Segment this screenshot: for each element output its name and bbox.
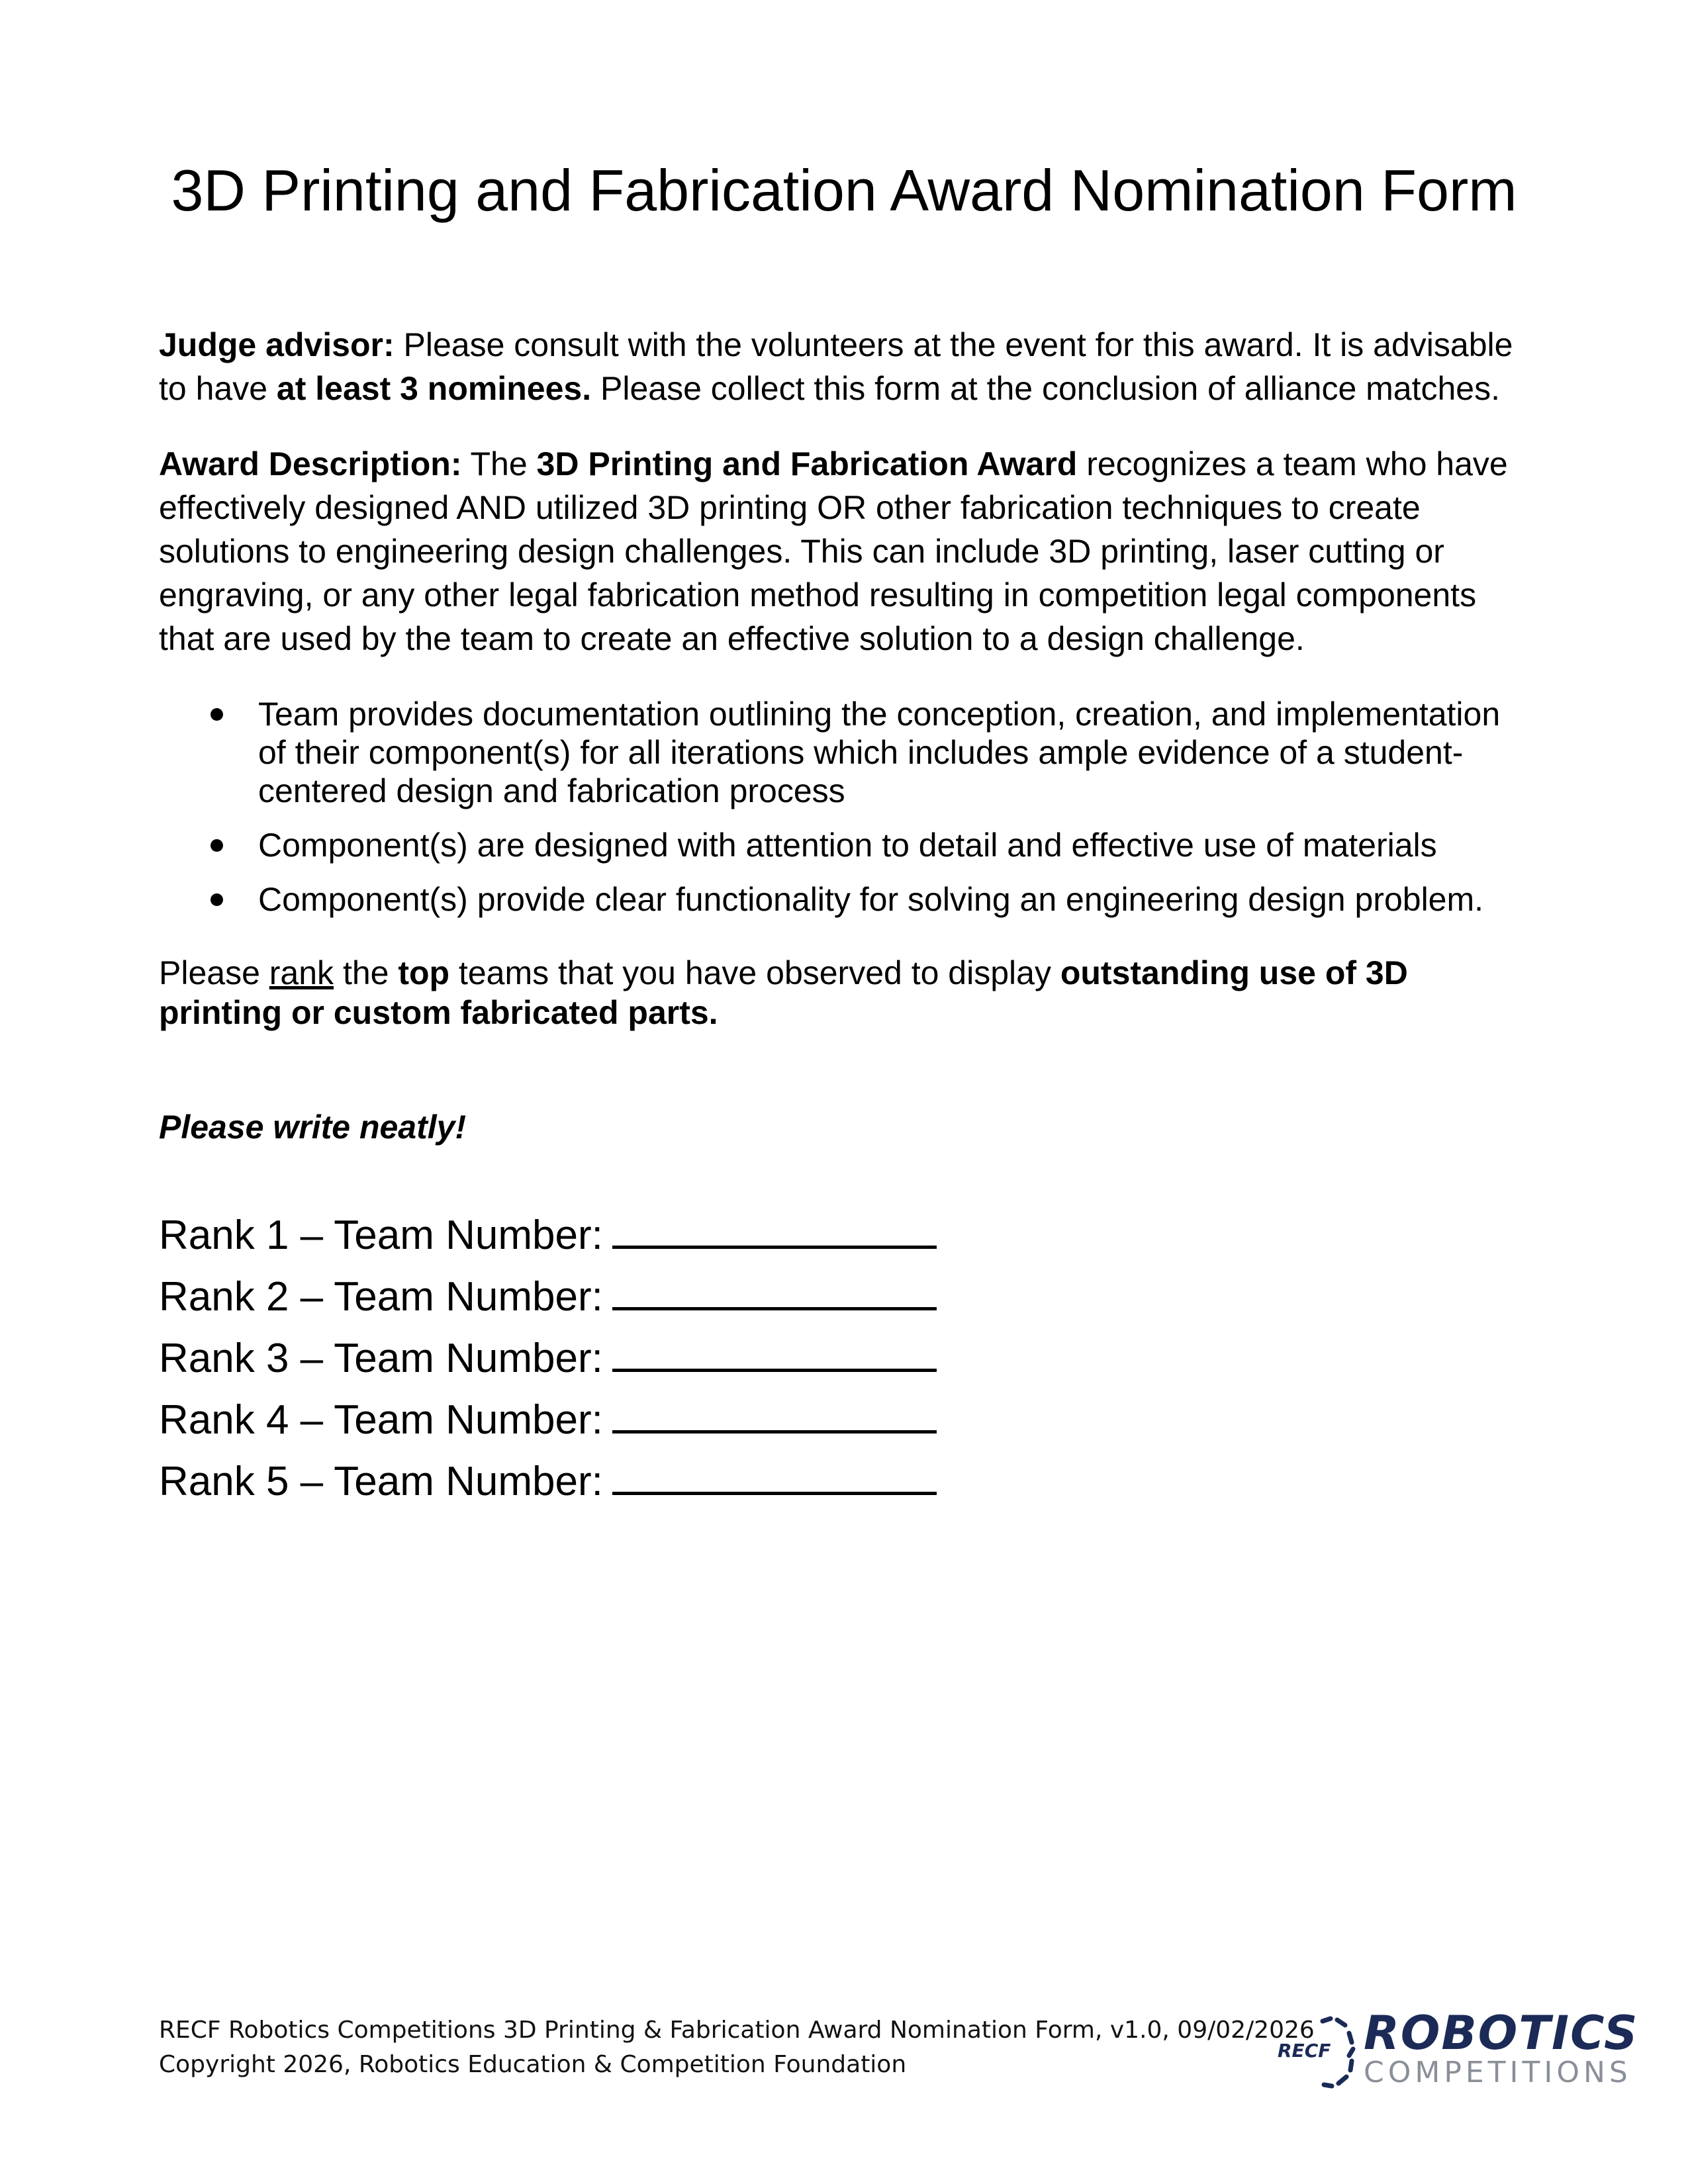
rank-list	[159, 1205, 937, 1512]
criteria-text: Team provides documentation outlining the conception, creation, and implementation of their component(s) for all iterations which includes ample evidence of a student-centered design and fabrication process	[258, 696, 1501, 809]
judge-advisor-nominees: at least 3 nominees.	[276, 370, 592, 407]
judge-advisor-text-1: Please consult with the volunteers at the event for this award. It is advisable to have	[159, 326, 1513, 407]
logo-recf-text: RECF	[1278, 2040, 1331, 2062]
rank-instruction-text-3: teams that you have observed to display	[449, 954, 1060, 991]
footer-line-2: Copyright 2026, Robotics Education & Competition Foundation	[159, 2051, 907, 2078]
award-description-label: Award Description:	[159, 445, 462, 482]
criteria-item	[159, 695, 1536, 810]
judge-advisor-paragraph	[159, 323, 1536, 410]
team-number-field[interactable]	[612, 1389, 937, 1433]
award-description-text-2: recognizes a team who have effectively designed AND utilized 3D printing OR other fabrication techniques to create solutions to engineering design challenges. This can include 3D printing, laser cutting or engraving, or any other legal fabrication method resulting in competition legal components that are used by the team to create an effective solution to a design challenge.	[159, 445, 1508, 657]
team-number-field[interactable]	[612, 1451, 937, 1495]
rank-instruction	[159, 953, 1536, 1032]
logo-competitions-text: COMPETITIONS	[1364, 2056, 1632, 2089]
recf-robotics-logo	[1278, 2005, 1648, 2105]
rank-row	[159, 1266, 937, 1328]
team-number-field[interactable]	[612, 1328, 937, 1372]
team-number-field[interactable]	[612, 1266, 937, 1310]
judge-advisor-label: Judge advisor:	[159, 326, 395, 363]
write-neatly-note: Please write neatly!	[159, 1109, 467, 1146]
rank-row	[159, 1451, 937, 1512]
rank-instruction-text-2: the	[334, 954, 399, 991]
bullet-icon	[211, 839, 223, 852]
rank-row	[159, 1328, 937, 1389]
rank-instruction-emphasis: outstanding use of 3D printing or custom fabricated parts.	[159, 954, 1408, 1031]
rank-label: Rank 4 – Team Number:	[159, 1397, 603, 1443]
rank-label: Rank 3 – Team Number:	[159, 1336, 603, 1381]
criteria-list	[159, 695, 1536, 934]
criteria-text: Component(s) provide clear functionality for solving an engineering design problem.	[258, 881, 1484, 918]
bullet-icon	[211, 893, 223, 906]
bullet-icon	[211, 708, 223, 721]
team-number-field[interactable]	[612, 1205, 937, 1249]
footer	[159, 2013, 1315, 2082]
judge-advisor-text-2: Please collect this form at the conclusion of alliance matches.	[591, 370, 1501, 407]
rank-instruction-text-1: Please	[159, 954, 269, 991]
footer-line-1: RECF Robotics Competitions 3D Printing & Fabrication Award Nomination Form, v1.0, 09/02/2026	[159, 2017, 1315, 2044]
rank-instruction-underlined: rank	[269, 954, 334, 991]
rank-label: Rank 2 – Team Number:	[159, 1274, 603, 1320]
rank-label: Rank 1 – Team Number:	[159, 1212, 603, 1258]
award-description-text-1: The	[461, 445, 537, 482]
rank-instruction-top: top	[398, 954, 450, 991]
criteria-item	[159, 826, 1536, 864]
rank-row	[159, 1389, 937, 1451]
rank-label: Rank 5 – Team Number:	[159, 1459, 603, 1504]
rank-row	[159, 1205, 937, 1266]
logo-robotics-text: ROBOTICS	[1364, 2006, 1639, 2060]
award-name: 3D Printing and Fabrication Award	[536, 445, 1078, 482]
criteria-item	[159, 880, 1536, 919]
criteria-text: Component(s) are designed with attention to detail and effective use of materials	[258, 827, 1437, 864]
page-title: 3D Printing and Fabrication Award Nomination Form	[171, 158, 1517, 223]
award-description-paragraph	[159, 442, 1536, 660]
